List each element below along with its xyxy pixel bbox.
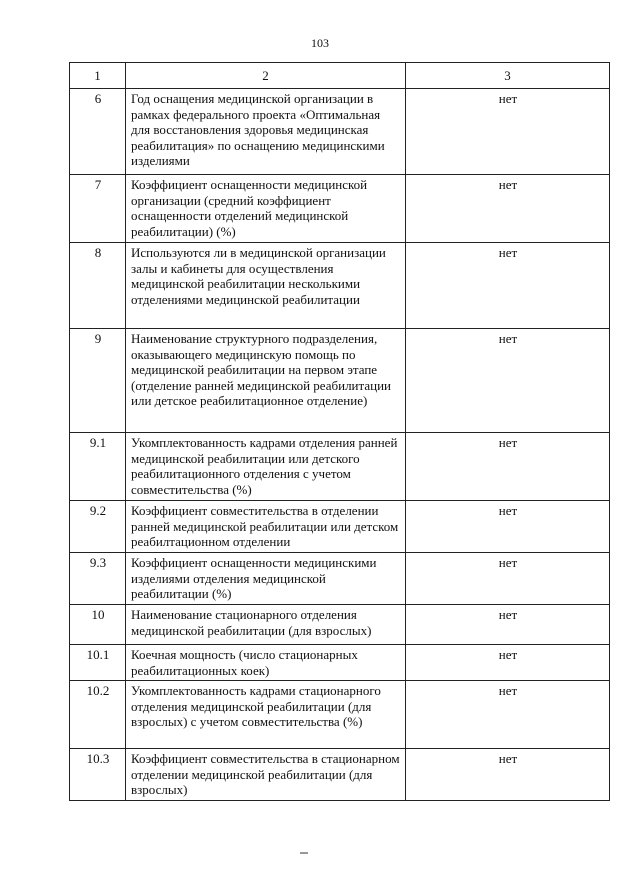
row-number: 9.1: [70, 433, 126, 501]
table-row: [70, 175, 610, 243]
row-value: нет: [406, 89, 610, 175]
row-description: Коэффициент совместительства в отделении ранней медицинской реабилитации или детском реабилтационном отделении: [126, 501, 406, 553]
row-number: 9.3: [70, 553, 126, 605]
table-row: [70, 605, 610, 645]
row-value: нет: [406, 645, 610, 681]
row-value: нет: [406, 681, 610, 749]
row-number: 10: [70, 605, 126, 645]
column-header-3: 3: [406, 63, 610, 89]
column-header-1: 1: [70, 63, 126, 89]
row-description: Год оснащения медицинской организации в рамках федерального проекта «Оптимальная для восстановления здоровья медицинская реабилитация» по оснащению медицинскими изделиями: [126, 89, 406, 175]
table-row: [70, 329, 610, 433]
table-row: [70, 749, 610, 801]
row-value: нет: [406, 749, 610, 801]
row-value: нет: [406, 605, 610, 645]
column-header-2: 2: [126, 63, 406, 89]
row-number: 10.3: [70, 749, 126, 801]
indicators-table: [69, 62, 610, 801]
row-value: нет: [406, 329, 610, 433]
table-row: [70, 433, 610, 501]
table-row: [70, 89, 610, 175]
row-description: Коэффициент совместительства в стационарном отделении медицинской реабилитации (для взрослых): [126, 749, 406, 801]
row-description: Наименование структурного подразделения, оказывающего медицинскую помощь по медицинской реабилитации на первом этапе (отделение ранней медицинской реабилитации или детское реабилитационное отделение): [126, 329, 406, 433]
row-value: нет: [406, 243, 610, 329]
table-header-row: [70, 63, 610, 89]
row-number: 9: [70, 329, 126, 433]
row-number: 8: [70, 243, 126, 329]
row-description: Используются ли в медицинской организации залы и кабинеты для осуществления медицинской реабилитации несколькими отделениями медицинской реабилитации: [126, 243, 406, 329]
row-description: Укомплектованность кадрами отделения ранней медицинской реабилитации или детского реабилитационного отделения с учетом совместительства (%): [126, 433, 406, 501]
row-number: 6: [70, 89, 126, 175]
row-number: 10.2: [70, 681, 126, 749]
table-row: [70, 681, 610, 749]
row-description: Укомплектованность кадрами стационарного отделения медицинской реабилитации (для взрослых) с учетом совместительства (%): [126, 681, 406, 749]
row-value: нет: [406, 501, 610, 553]
row-number: 7: [70, 175, 126, 243]
table-row: [70, 553, 610, 605]
table-row: [70, 645, 610, 681]
row-value: нет: [406, 433, 610, 501]
row-number: 10.1: [70, 645, 126, 681]
row-number: 9.2: [70, 501, 126, 553]
table-row: [70, 243, 610, 329]
row-description: Коэффициент оснащенности медицинской организации (средний коэффициент оснащенности отделений медицинской реабилитации) (%): [126, 175, 406, 243]
row-description: Наименование стационарного отделения медицинской реабилитации (для взрослых): [126, 605, 406, 645]
table-row: [70, 501, 610, 553]
row-description: Коечная мощность (число стационарных реабилитационных коек): [126, 645, 406, 681]
row-value: нет: [406, 175, 610, 243]
page-number: 103: [311, 36, 329, 50]
scan-mark: [300, 852, 308, 854]
row-description: Коэффициент оснащенности медицинскими изделиями отделения медицинской реабилитации (%): [126, 553, 406, 605]
row-value: нет: [406, 553, 610, 605]
